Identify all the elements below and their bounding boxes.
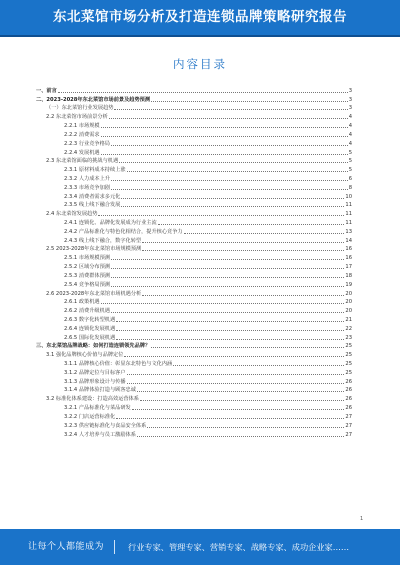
toc-entry[interactable]	[36, 359, 352, 368]
toc-entry-page: 19	[345, 281, 352, 288]
toc-entry-label: 3.2.2 门店运营标准化	[64, 413, 116, 420]
toc-entry-label: 2.4.1 连锁化、品牌化发展成为行业主流	[64, 220, 157, 226]
toc-leader-dots	[111, 276, 344, 278]
toc-heading: 内容目录	[173, 57, 227, 71]
toc-leader-dots	[119, 161, 348, 163]
toc-entry-page: 27	[345, 431, 352, 438]
toc-leader-dots	[151, 100, 348, 102]
toc-entry[interactable]	[36, 324, 352, 333]
toc-entry-label: 2.4.2 产品标准化与特色化相结合，提升核心竞争力	[64, 228, 183, 235]
toc-entry-page: 20	[345, 290, 352, 297]
toc-entry-page: 10	[345, 193, 352, 200]
toc-entry[interactable]	[36, 421, 352, 430]
toc-leader-dots	[127, 373, 345, 375]
toc-entry[interactable]	[36, 148, 352, 157]
toc-entry-label: 2.3.4 消费者需求多元化	[64, 193, 121, 200]
toc-entry-page: 3	[348, 96, 352, 103]
toc-entry-label: 3.2.4 人才培养与员工激励体系	[64, 431, 136, 438]
toc-leader-dots	[147, 426, 344, 428]
toc-entry-label: 2.2.3 行业竞争格局	[64, 140, 110, 147]
toc-entry-page: 3	[348, 87, 352, 94]
toc-entry-page: 16	[345, 246, 352, 253]
toc-entry[interactable]	[36, 386, 352, 395]
toc-entry-page: 5	[348, 158, 352, 165]
toc-leader-dots	[137, 435, 344, 437]
toc-entry[interactable]	[36, 377, 352, 386]
toc-entry-label: 2.2.4 发展机遇	[64, 149, 100, 156]
toc-entry[interactable]	[36, 157, 352, 166]
toc-entry-page: 3	[348, 105, 352, 112]
toc-leader-dots	[142, 294, 344, 296]
toc-entry-page: 17	[345, 264, 352, 271]
toc-entry[interactable]	[36, 253, 352, 262]
toc-entry-label: 2.3.1 原材料成本持续上涨	[64, 167, 126, 174]
toc-entry[interactable]	[36, 368, 352, 377]
toc-entry-label: 2.6.3 数字化转型机遇	[64, 316, 116, 323]
toc-leader-dots	[101, 153, 348, 155]
page-number: 1	[360, 516, 364, 522]
toc-entry[interactable]	[36, 394, 352, 403]
toc-leader-dots	[111, 267, 344, 269]
table-of-contents	[36, 86, 352, 439]
toc-entry-page: 18	[345, 272, 352, 279]
toc-entry-label: 二、2023-2028年东北菜馆市场前景及趋势预测	[36, 96, 151, 103]
toc-entry-page: 11	[345, 220, 352, 226]
toc-entry-label: 3.2 标准化体系建设：打造高效运营体系	[46, 396, 139, 403]
toc-leader-dots	[101, 135, 348, 137]
toc-entry[interactable]	[36, 139, 352, 148]
toc-leader-dots	[121, 197, 344, 199]
toc-entry[interactable]	[36, 95, 352, 104]
toc-entry-label: 2.3 东北菜馆面临的挑战与机遇	[46, 158, 119, 165]
toc-entry[interactable]	[36, 104, 352, 113]
toc-entry-label: 2.2.2 消费需求	[64, 131, 100, 138]
toc-entry-label: 2.6.5 国际化发展机遇	[64, 334, 116, 341]
footer-roles: 行业专家、管理专家、营销专家、战略专家、成功企业家……	[128, 542, 350, 552]
toc-leader-dots	[116, 338, 344, 340]
toc-entry[interactable]	[36, 201, 352, 210]
toc-entry-page: 4	[348, 131, 352, 138]
toc-entry-page: 25	[345, 343, 352, 350]
toc-entry-label: 2.5 2023-2028年东北菜馆市场规模预测	[46, 246, 142, 253]
toc-entry[interactable]	[36, 333, 352, 342]
toc-entry-page: 4	[348, 114, 352, 121]
toc-leader-dots	[114, 108, 347, 110]
toc-entry-page: 5	[348, 167, 352, 174]
toc-entry[interactable]	[36, 315, 352, 324]
toc-entry-label: 2.5.4 竞争格局预测	[64, 281, 110, 288]
toc-leader-dots	[98, 214, 344, 216]
toc-entry-label: 2.4 东北菜馆发展趋势	[46, 211, 98, 218]
toc-entry[interactable]	[36, 236, 352, 245]
toc-entry-page: 11	[345, 202, 352, 209]
toc-entry-label: 2.5.3 消费群体预测	[64, 272, 110, 279]
toc-entry-label: 2.5.2 区域分布预测	[64, 264, 110, 271]
toc-entry[interactable]	[36, 174, 352, 183]
toc-entry-label: 3.2.3 供应链标准化与食品安全体系	[64, 422, 147, 429]
toc-leader-dots	[101, 302, 345, 304]
toc-entry[interactable]	[36, 298, 352, 307]
toc-leader-dots	[142, 249, 344, 251]
toc-leader-dots	[111, 285, 344, 287]
toc-entry[interactable]	[36, 350, 352, 359]
footer-bar	[0, 529, 400, 565]
toc-leader-dots	[142, 241, 344, 243]
toc-entry-page: 25	[345, 352, 352, 359]
toc-entry[interactable]	[36, 218, 352, 227]
toc-entry-label: 2.3.5 线上线下融合发展	[64, 202, 121, 209]
toc-entry[interactable]	[36, 86, 352, 95]
toc-leader-dots	[111, 179, 348, 181]
toc-leader-dots	[116, 320, 344, 322]
toc-entry-page: 22	[345, 325, 352, 332]
toc-entry-page: 13	[345, 228, 352, 235]
toc-entry-page: 26	[345, 396, 352, 403]
toc-entry-label: 2.6.2 消费升级机遇	[64, 308, 110, 315]
toc-entry-label: 2.5.1 市场规模预测	[64, 255, 110, 262]
toc-entry[interactable]	[36, 112, 352, 121]
toc-entry[interactable]	[36, 412, 352, 421]
toc-entry-label: 2.3.2 人力成本上升	[64, 175, 110, 182]
toc-entry-label: 三、东北菜馆品牌战略：如何打造连锁领先品牌？	[36, 343, 151, 350]
toc-entry-page: 27	[345, 422, 352, 429]
toc-entry-label: 3.1.3 品牌形象设计与传播	[64, 378, 126, 385]
header-divider	[0, 35, 400, 37]
toc-leader-dots	[137, 390, 344, 392]
toc-entry-page: 25	[345, 361, 352, 367]
toc-leader-dots	[127, 170, 348, 172]
toc-entry-page: 4	[348, 123, 352, 130]
toc-leader-dots	[111, 258, 344, 260]
toc-leader-dots	[140, 399, 344, 401]
toc-entry-page: 27	[345, 413, 352, 420]
toc-entry[interactable]	[36, 227, 352, 236]
toc-entry[interactable]	[36, 271, 352, 280]
toc-entry-page: 11	[345, 211, 352, 218]
toc-entry[interactable]	[36, 183, 352, 192]
toc-leader-dots	[127, 382, 345, 384]
toc-leader-dots	[173, 364, 344, 366]
toc-entry[interactable]	[36, 430, 352, 439]
document-title: 东北菜馆市场分析及打造连锁品牌策略研究报告	[53, 9, 347, 25]
toc-entry[interactable]	[36, 165, 352, 174]
toc-entry-page: 8	[348, 184, 352, 191]
toc-entry-page: 26	[345, 387, 352, 394]
toc-entry-label: 3.2.1 产品标准化与菜品研发	[64, 405, 131, 412]
toc-leader-dots	[111, 188, 348, 190]
toc-leader-dots	[184, 232, 345, 234]
header-bar	[0, 0, 400, 35]
toc-entry-label: 3.1.2 品牌定位与目标客户	[64, 369, 126, 376]
toc-entry-page: 14	[345, 237, 352, 244]
toc-entry[interactable]	[36, 262, 352, 271]
toc-entry-page: 23	[345, 334, 352, 341]
toc-leader-dots	[58, 91, 348, 93]
toc-entry-label: 3.1.4 品牌体验打造与顾客忠诚	[64, 387, 136, 394]
toc-entry-page: 25	[345, 369, 352, 376]
toc-entry-page: 4	[348, 140, 352, 147]
toc-entry[interactable]	[36, 403, 352, 412]
footer-divider	[114, 540, 115, 554]
toc-leader-dots	[111, 144, 348, 146]
toc-entry-page: 21	[345, 316, 352, 323]
toc-entry-page: 6	[348, 175, 352, 182]
toc-entry-page: 26	[345, 378, 352, 385]
toc-entry-label: 2.2 东北菜馆市场前景分析	[46, 114, 108, 121]
toc-leader-dots	[124, 355, 344, 357]
toc-leader-dots	[109, 117, 348, 119]
toc-entry[interactable]	[36, 280, 352, 289]
footer-slogan: 让每个人都能成为	[28, 542, 105, 552]
toc-entry-page: 16	[345, 255, 352, 262]
toc-entry[interactable]	[36, 306, 352, 315]
toc-entry-label: 2.6 2023-2028年东北菜馆市场机遇分析	[46, 290, 142, 297]
toc-entry-page: 5	[348, 149, 352, 156]
toc-entry-label: 2.6.4 连锁化发展机遇	[64, 325, 116, 332]
toc-entry-label: 2.3.3 市场竞争加剧	[64, 184, 110, 191]
toc-entry[interactable]	[36, 289, 352, 298]
toc-entry[interactable]	[36, 245, 352, 254]
toc-entry-label: 2.2.1 市场规模	[64, 123, 100, 130]
toc-leader-dots	[151, 346, 344, 348]
toc-entry[interactable]	[36, 130, 352, 139]
toc-entry-label: 3.1 强化品牌核心价值与品牌定位	[46, 352, 124, 359]
toc-leader-dots	[116, 329, 344, 331]
toc-entry-label: 一、前言	[36, 87, 57, 94]
toc-leader-dots	[121, 205, 344, 207]
toc-entry[interactable]	[36, 342, 352, 351]
toc-leader-dots	[132, 408, 345, 410]
toc-entry-page: 26	[345, 405, 352, 412]
toc-entry[interactable]	[36, 209, 352, 218]
toc-entry-label: 2.4.3 线上线下融合，数字化转型	[64, 237, 142, 244]
toc-entry-page: 20	[345, 299, 352, 306]
toc-entry[interactable]	[36, 192, 352, 201]
toc-entry[interactable]	[36, 121, 352, 130]
toc-leader-dots	[111, 311, 344, 313]
toc-entry-label: （一）东北菜馆行业发展趋势	[46, 105, 114, 112]
toc-leader-dots	[116, 417, 344, 419]
toc-entry-page: 20	[345, 308, 352, 315]
toc-leader-dots	[158, 223, 345, 225]
toc-leader-dots	[101, 126, 348, 128]
toc-entry-label: 2.6.1 政策机遇	[64, 299, 100, 306]
toc-entry-label: 3.1.1 品牌核心价值：彰显东北特色与文化内涵	[64, 361, 173, 367]
